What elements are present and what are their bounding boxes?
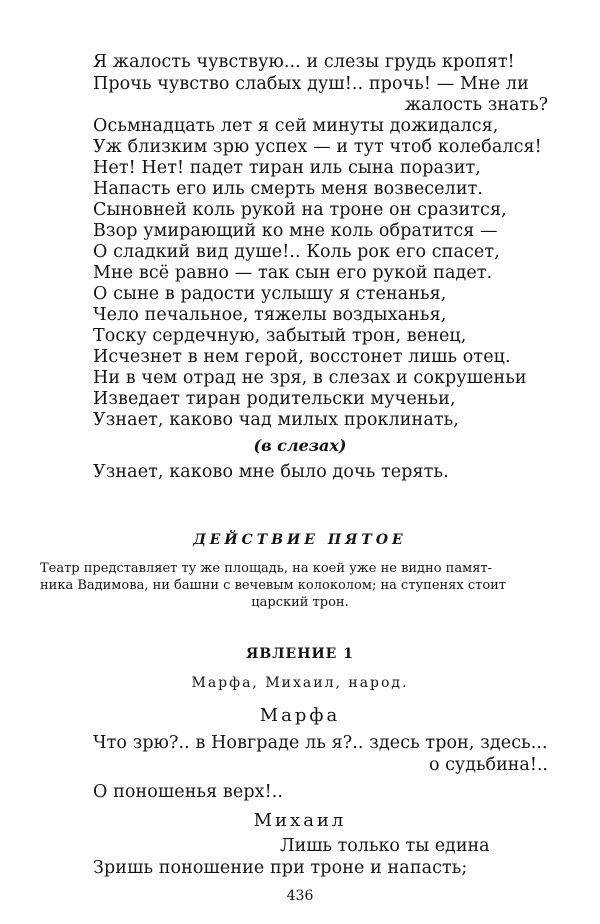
description-line: Театр представляет ту же площадь, на коей уже не видно памят- xyxy=(40,561,492,576)
dialogue-line: Что зрю?.. в Новграде ль я?.. здесь трон, здесь... xyxy=(93,733,548,753)
verse-line: Нет! Нет! падет тиран иль сына поразит, xyxy=(93,158,481,178)
verse-line: Осьмнадцать лет я сей минуты дожидался, xyxy=(93,116,499,136)
dialogue-line: Лишь только ты едина xyxy=(280,836,490,856)
stage-direction: (в слезах) xyxy=(253,436,347,455)
verse-line: Исчезнет в нем герой, восстонет лишь отец. xyxy=(93,347,511,367)
dialogue-line: Зришь поношение при троне и напасть; xyxy=(93,858,468,878)
verse-line: Напасть его иль смерть меня возвеселит. xyxy=(93,179,484,199)
verse-line: Изведает тиран родительски мученьи, xyxy=(93,389,456,409)
verse-line: Ни в чем отрад не зря, в слезах и сокрушеньи xyxy=(93,368,527,388)
verse-line: Прочь чувство слабых душ!.. прочь! — Мне ли xyxy=(93,74,529,94)
page-number: 436 xyxy=(286,888,314,904)
verse-line: Узнает, каково мне было дочь терять. xyxy=(93,462,449,482)
speaker-name: Марфа xyxy=(259,705,341,726)
verse-line: Уж близким зрю успех — и тут чтоб колебался! xyxy=(93,137,542,157)
verse-line: Узнает, каково чад милых проклинать, xyxy=(93,410,459,430)
verse-line-continuation: жалость знать? xyxy=(405,95,548,115)
verse-line: О сладкий вид душе!.. Коль рок его спасет, xyxy=(93,242,500,262)
dialogue-line: О поношенья верх!.. xyxy=(93,782,284,802)
speaker-name: Михаил xyxy=(253,810,347,831)
dialogue-line-continuation: о судьбина!.. xyxy=(429,755,548,775)
verse-line: Тоску сердечную, забытый трон, венец, xyxy=(93,326,467,346)
character-list: Марфа, Михаил, народ. xyxy=(191,675,409,691)
verse-line: Взор умирающий ко мне коль обратится — xyxy=(93,221,498,241)
description-line: царский трон. xyxy=(251,595,349,610)
act-description xyxy=(40,560,560,611)
verse-line: Сыновней коль рукой на троне он сразится, xyxy=(93,200,507,220)
verse-line: О сыне в радости услышу я стенанья, xyxy=(93,284,447,304)
scene-title: ЯВЛЕНИЕ 1 xyxy=(246,646,354,662)
verse-line: Я жалость чувствую... и слезы грудь кропят! xyxy=(93,52,515,72)
description-line: ника Вадимова, ни башни с вечевым колоколом; на ступенях стоит xyxy=(40,578,507,593)
verse-line: Чело печальное, тяжелы воздыханья, xyxy=(93,305,447,325)
act-title: ДЕЙСТВИЕ ПЯТОЕ xyxy=(193,532,407,548)
verse-line: Мне всё равно — так сын его рукой падет. xyxy=(93,263,493,283)
